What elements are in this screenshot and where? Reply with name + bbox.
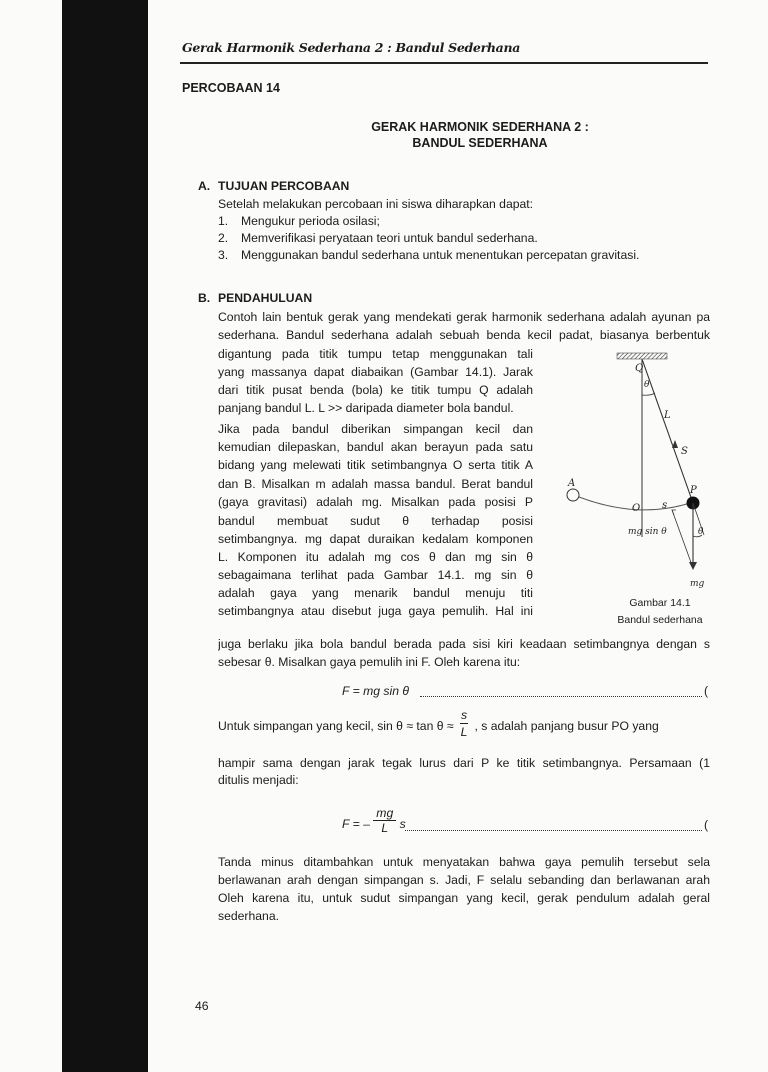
paragraph-line: Tanda minus ditambahkan untuk menyatakan bahwa gaya pemulih tersebut sela <box>218 855 710 869</box>
scan-binding-edge <box>62 0 148 1072</box>
fraction-s-over-l <box>460 707 468 740</box>
section-a-heading: TUJUAN PERCOBAAN <box>218 179 350 193</box>
paragraph-line: L. Komponen itu adalah mg cos θ dan mg sin θ <box>218 550 533 564</box>
figure-caption-title: Bandul sederhana <box>617 614 703 626</box>
paragraph-line: digantung pada titik tumpu tetap menggunakan tali <box>218 347 533 361</box>
paragraph-line: panjang bandul L. L >> daripada diameter bola bandul. <box>218 401 514 415</box>
equation-1-leader <box>420 696 702 697</box>
label-mg: mg <box>690 579 705 589</box>
paragraph-line: ditulis menjadi: <box>218 773 299 787</box>
approx-pre: Untuk simpangan yang kecil, sin θ ≈ tan θ ≈ <box>218 719 454 733</box>
paragraph-line: Jika pada bandul diberikan simpangan kecil dan <box>218 422 533 436</box>
equation-2-lhs: F = – <box>342 817 370 831</box>
paragraph-line: bandul membuat sudut θ terhadap posisi <box>218 514 533 528</box>
paragraph-line: sederhana. Bandul sederhana adalah sebuah benda kecil padat, biasanya berbentuk <box>218 328 710 342</box>
pendulum-figure <box>560 340 760 632</box>
weight-arrowhead <box>689 562 697 570</box>
experiment-label: PERCOBAAN 14 <box>182 81 280 95</box>
paragraph-line: hampir sama dengan jarak tegak lurus dari P ke titik setimbangnya. Persamaan (1 <box>218 756 710 770</box>
label-q: Q <box>635 363 644 374</box>
paragraph-line: (gaya gravitasi) adalah mg. Misalkan pada posisi P <box>218 495 533 509</box>
label-theta: θ <box>644 380 650 390</box>
fraction-denominator: L <box>381 821 389 835</box>
fraction-numerator: mg <box>373 806 396 821</box>
paragraph-line: bidang yang melewati titik setimbangnya O serta titik A <box>218 458 533 472</box>
label-l: L <box>664 410 671 421</box>
fraction-mg-over-l <box>373 806 396 835</box>
pendulum-diagram <box>560 340 760 592</box>
paragraph-line: Contoh lain bentuk gerak yang mendekati gerak harmonik sederhana adalah ayunan pa <box>218 310 710 324</box>
equation-2-rhs: s <box>399 817 406 831</box>
paragraph-line: adalah gaya yang menarik bandul menuju titi <box>218 586 533 600</box>
list-number: 2. <box>218 231 229 245</box>
approximation-line <box>218 707 710 741</box>
paragraph-line: kemudian dilepaskan, bandul akan berayun pada satu <box>218 440 533 454</box>
label-a: A <box>568 478 576 489</box>
equation-2-tag: ( <box>704 818 709 832</box>
page-title-line-1: GERAK HARMONIK SEDERHANA 2 : <box>371 120 589 134</box>
figure-caption-number: Gambar 14.1 <box>629 597 691 609</box>
page-number: 46 <box>195 999 209 1013</box>
page-title-line-2: BANDUL SEDERHANA <box>412 136 548 150</box>
section-b-heading: PENDAHULUAN <box>218 291 313 305</box>
header-rule <box>180 62 708 64</box>
approx-post: , s adalah panjang busur PO yang <box>474 719 659 733</box>
paragraph-line: juga berlaku jika bola bandul berada pada sisi kiri keadaan setimbangnya dengan s <box>218 637 710 651</box>
equation-1-text: F = mg sin θ <box>342 684 410 698</box>
bob-position-a <box>567 489 579 501</box>
label-tension-s: S <box>681 446 688 457</box>
paragraph-line: berlawanan arah dengan simpangan s. Jadi, F selalu sebanding dan berlawanan arah <box>218 873 710 887</box>
paragraph-line: sebagaimana terlihat pada Gambar 14.1. mg sin θ <box>218 568 533 582</box>
equation-1-tag: ( <box>704 684 709 698</box>
tangential-component-line <box>672 510 693 568</box>
fraction-numerator: s <box>460 708 468 722</box>
tangential-arrowhead <box>672 510 676 515</box>
fraction-denominator: L <box>460 725 468 739</box>
equation-1 <box>342 684 409 698</box>
section-a-marker: A. <box>198 179 211 193</box>
equation-2-leader <box>405 830 702 831</box>
paragraph-line: sebesar θ. Misalkan gaya pemulih ini F. Oleh karena itu: <box>218 655 521 669</box>
paragraph-line: sederhana. <box>218 909 279 923</box>
list-number: 1. <box>218 214 229 228</box>
list-number: 3. <box>218 248 229 262</box>
section-b-marker: B. <box>198 291 211 305</box>
paragraph-line: yang massanya dapat diabaikan (Gambar 14.1). Jarak <box>218 365 533 379</box>
string-line <box>642 359 693 503</box>
label-p: P <box>690 485 697 496</box>
ceiling-support <box>617 353 667 359</box>
list-item: Mengukur perioda osilasi; <box>241 214 380 228</box>
list-item: Memverifikasi peryataan teori untuk bandul sederhana. <box>241 231 538 245</box>
label-arc-s: s <box>662 500 668 511</box>
paragraph-line: Oleh karena itu, untuk sudut simpangan yang kecil, gerak pendulum adalah geral <box>218 891 710 905</box>
section-a-intro: Setelah melakukan percobaan ini siswa diharapkan dapat: <box>218 197 534 211</box>
paragraph-line: dan B. Misalkan m adalah massa bandul. Berat bandul <box>218 477 533 491</box>
theta-arc <box>642 393 655 395</box>
label-theta-2: θ <box>698 527 704 537</box>
running-header: Gerak Harmonik Sederhana 2 : Bandul Sederhana <box>182 40 521 55</box>
paragraph-line: setimbangnya. mg dapat duraikan kedalam komponen <box>218 532 533 546</box>
label-mg-sin-theta: mg sin θ <box>628 527 667 537</box>
tension-arrowhead <box>672 440 678 448</box>
equation-2 <box>342 806 406 835</box>
list-item: Menggunakan bandul sederhana untuk menentukan percepatan gravitasi. <box>241 248 640 262</box>
paragraph-line: setimbangnya atau disebut juga gaya pemulih. Hal ini <box>218 604 533 618</box>
paragraph-line: dari titik pusat benda (bola) ke titik tumpu Q adalah <box>218 383 533 397</box>
label-o: O <box>632 503 641 514</box>
